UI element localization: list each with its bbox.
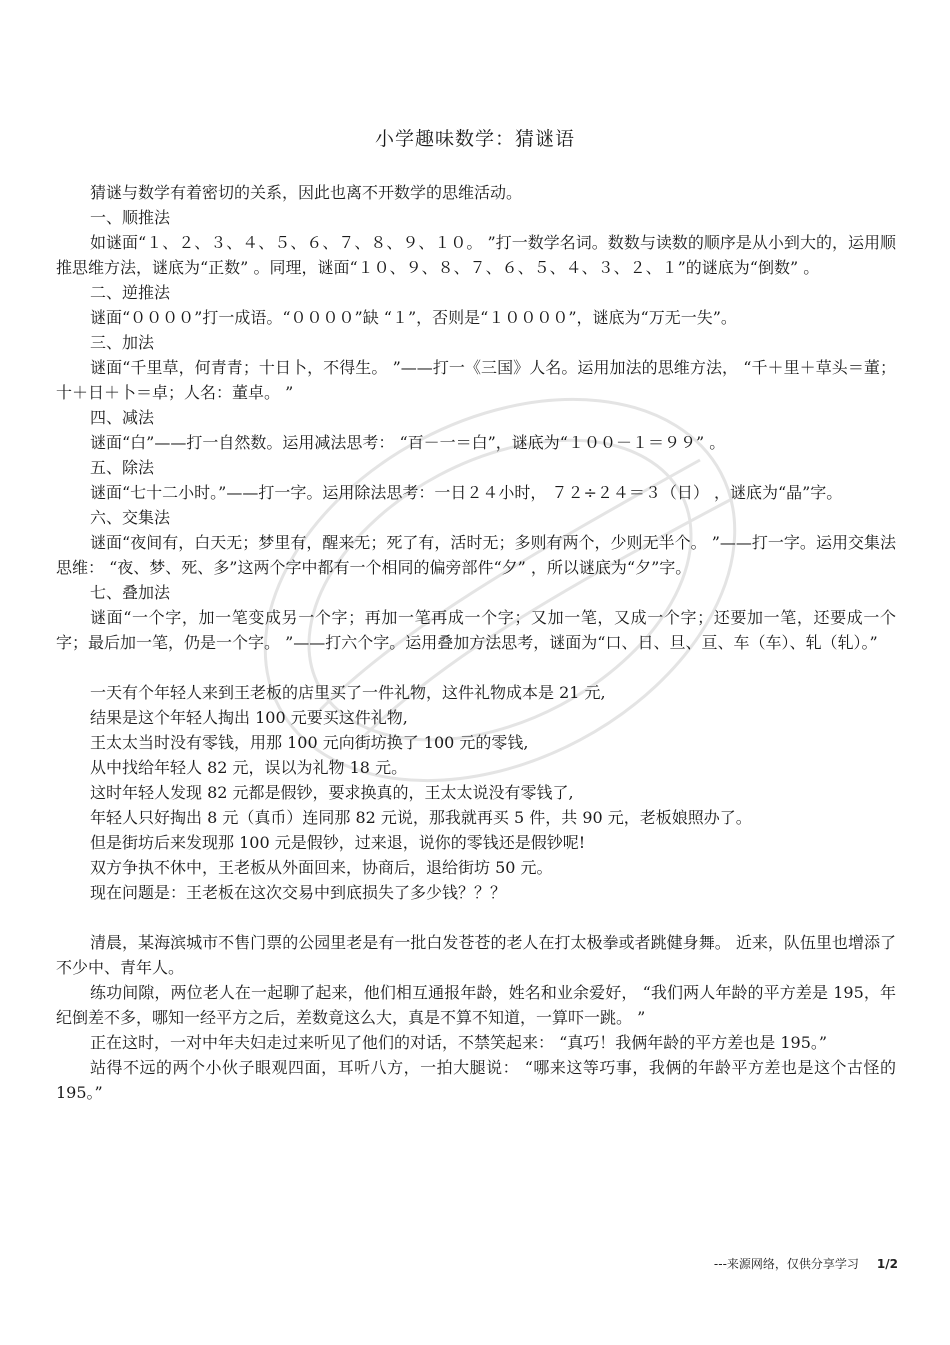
document-body bbox=[56, 180, 902, 1105]
section-paragraph: 谜面“夜间有，白天无；梦里有，醒来无；死了有，活时无；多则有两个，少则无半个。 ”——打一字。运用交集法思维： “夜、梦、死、多”这两个字中都有一个相同的偏旁部件“夕” ，所以谜底为“夕”字。 bbox=[56, 533, 896, 577]
story-line: 双方争执不休中，王老板从外面回来，协商后，退给街坊 50 元。 bbox=[90, 858, 553, 877]
page-number: 1/2 bbox=[876, 1257, 898, 1271]
page-footer bbox=[714, 1255, 898, 1272]
section-paragraph: 谜面“００００”打一成语。“００００”缺 “１”，否则是“１００００”，谜底为“万无一失”。 bbox=[90, 308, 737, 327]
page-title: 小学趣味数学：猜谜语 bbox=[374, 128, 575, 150]
story-paragraph: 练功间隙，两位老人在一起聊了起来，他们相互通报年龄，姓名和业余爱好， “我们两人年龄的平方差是 195，年纪倒差不多，哪知一经平方之后，差数竟这么大，真是不算不知道，一算吓一跳。 ” bbox=[56, 983, 896, 1027]
story-line: 从中找给年轻人 82 元，误以为礼物 18 元。 bbox=[90, 758, 408, 777]
section-paragraph: 谜面“白”——打一自然数。运用减法思考： “百－一＝白”，谜底为“１００－１＝９９” 。 bbox=[90, 433, 726, 452]
paragraph-gap bbox=[56, 655, 896, 680]
story-line: 年轻人只好掏出 8 元（真币）连同那 82 元说，那我就再买 5 件，共 90 元，老板娘照办了。 bbox=[90, 808, 752, 827]
story-line: 这时年轻人发现 82 元都是假钞，要求换真的，王太太说没有零钱了, bbox=[90, 783, 574, 802]
section-paragraph: 谜面“七十二小时。”——打一字。运用除法思考：一日２４小时， ７２÷２４＝３（日） ，谜底为“晶”字。 bbox=[90, 483, 843, 502]
story-line: 结果是这个年轻人掏出 100 元要买这件礼物, bbox=[90, 708, 408, 727]
source-note: ---来源网络，仅供分享学习 bbox=[713, 1257, 859, 1271]
story-paragraph: 清晨，某海滨城市不售门票的公园里老是有一批白发苍苍的老人在打太极拳或者跳健身舞。 近来，队伍里也增添了不少中、青年人。 bbox=[56, 933, 896, 977]
story-line: 一天有个年轻人来到王老板的店里买了一件礼物，这件礼物成本是 21 元, bbox=[90, 683, 606, 702]
intro-paragraph: 猜谜与数学有着密切的关系，因此也离不开数学的思维活动。 bbox=[90, 183, 523, 202]
section-paragraph: 谜面“千里草，何青青；十日卜，不得生。 ”——打一《三国》人名。运用加法的思维方法， “千＋里＋草头＝董；十＋日＋卜＝卓；人名：董卓。 ” bbox=[56, 358, 896, 402]
story-question: 现在问题是：王老板在这次交易中到底损失了多少钱？？？ bbox=[90, 883, 507, 902]
story-paragraph: 站得不远的两个小伙子眼观四面，耳听八方，一拍大腿说： “哪来这等巧事，我俩的年龄平方差也是这个古怪的 195。” bbox=[56, 1058, 902, 1102]
story-paragraph: 正在这时，一对中年夫妇走过来听见了他们的对话，不禁笑起来： “真巧！我俩年龄的平方差也是 195。” bbox=[90, 1033, 828, 1052]
section-heading: 二、逆推法 bbox=[90, 283, 171, 302]
section-paragraph: 如谜面“１、２、３、４、５、６、７、８、９、１０。 ”打一数学名词。数数与读数的顺序是从小到大的，运用顺推思维方法，谜底为“正数” 。同理，谜面“１０、９、８、７、６、５、４、３、２、１”的谜底为“倒数” 。 bbox=[56, 233, 896, 277]
section-heading: 一、顺推法 bbox=[90, 208, 171, 227]
section-heading: 七、叠加法 bbox=[90, 583, 171, 602]
section-heading: 六、交集法 bbox=[90, 508, 171, 527]
section-heading: 五、除法 bbox=[90, 458, 155, 477]
paragraph-gap bbox=[56, 905, 896, 930]
section-paragraph: 谜面“一个字，加一笔变成另一个字；再加一笔再成一个字；又加一笔，又成一个字；还要加一笔，还要成一个字；最后加一笔，仍是一个字。 ”——打六个字。运用叠加方法思考，谜面为“口、日、旦、亘、车（车）、轧（轧）。” bbox=[56, 608, 896, 652]
story-line: 但是街坊后来发现那 100 元是假钞，过来退，说你的零钱还是假钞呢! bbox=[90, 833, 586, 852]
section-heading: 三、加法 bbox=[90, 333, 155, 352]
story-line: 王太太当时没有零钱，用那 100 元向街坊换了 100 元的零钱, bbox=[90, 733, 529, 752]
section-heading: 四、减法 bbox=[90, 408, 155, 427]
